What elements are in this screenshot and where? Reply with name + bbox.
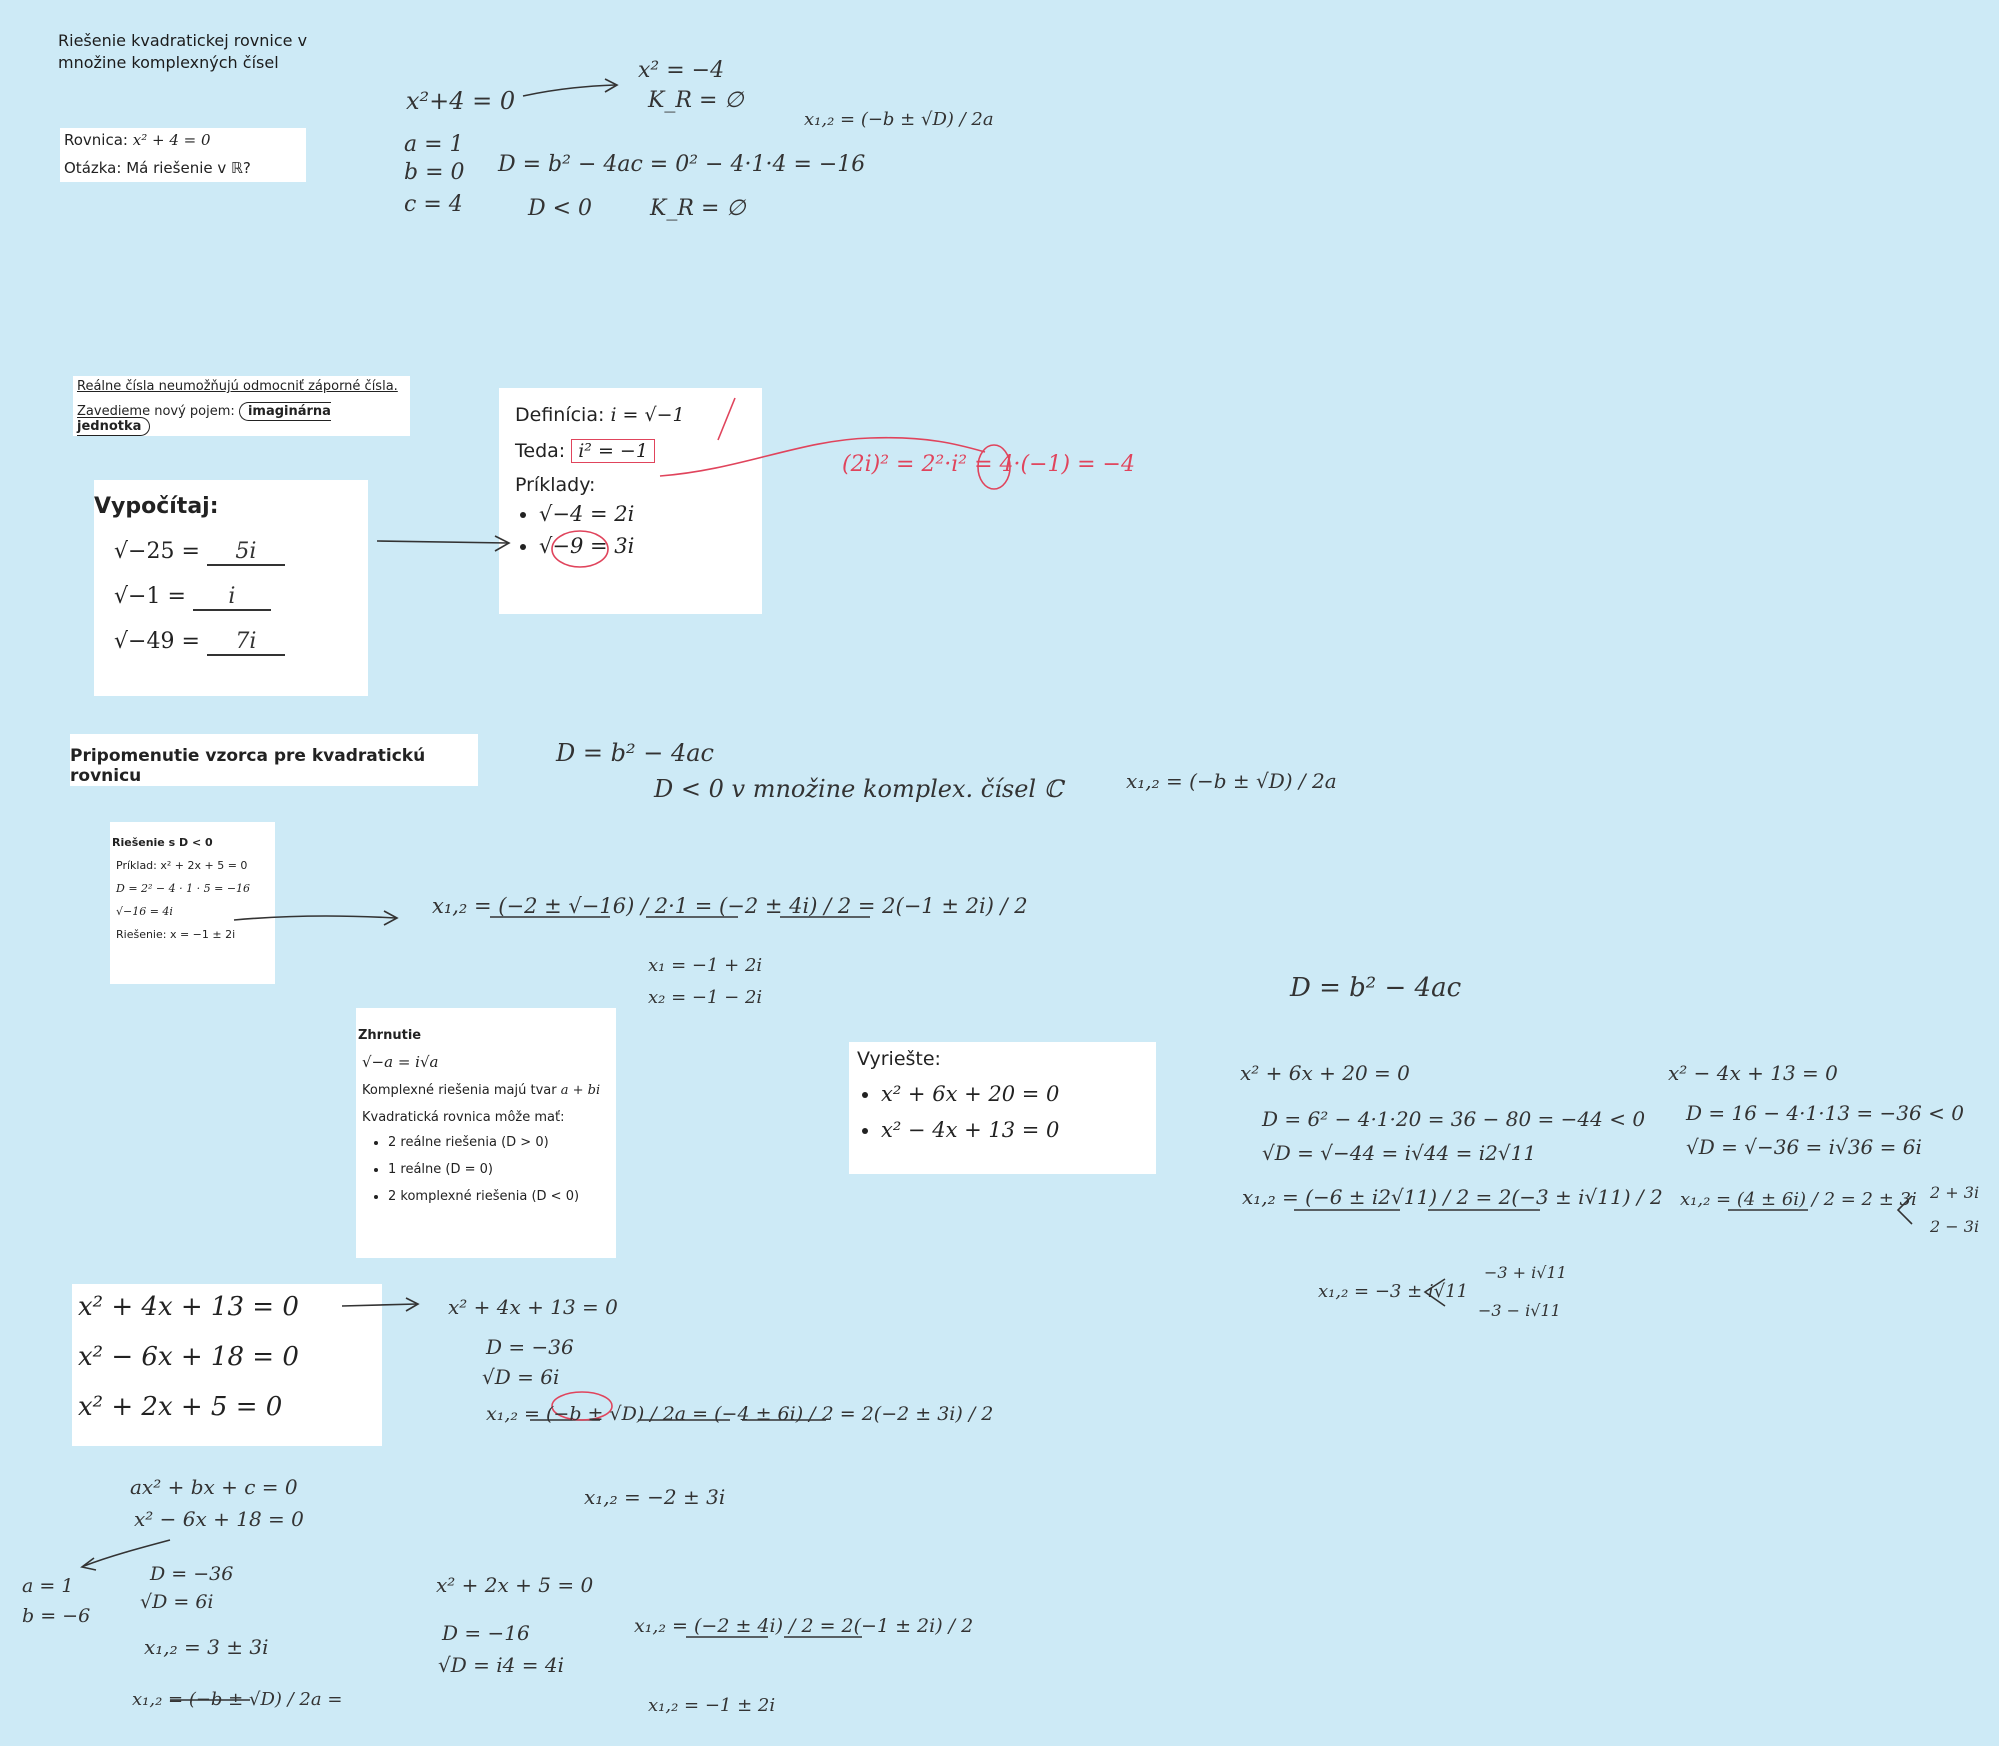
arrow-icon bbox=[523, 85, 615, 96]
hw-solution-set: K_R = ∅ bbox=[650, 196, 746, 221]
list-item: • 2 reálne riešenia (D > 0) bbox=[388, 1135, 616, 1150]
hw-coef: b = −6 bbox=[22, 1605, 91, 1627]
hw-discriminant: D = b² − 4ac = 0² − 4·1·4 = −16 bbox=[498, 152, 866, 177]
arrow-icon bbox=[82, 1558, 96, 1570]
hw-discriminant: D = b² − 4ac bbox=[556, 739, 714, 767]
riesenie-line: √−16 = 4i bbox=[116, 905, 173, 918]
zhrnutie-title: Zhrnutie bbox=[358, 1028, 422, 1043]
vypocitaj-row bbox=[114, 629, 368, 656]
uloha-equation: x² − 6x + 18 = 0 bbox=[78, 1342, 299, 1372]
vypocitaj-expr: √−1 = bbox=[114, 584, 186, 609]
hw-discriminant: D = 16 − 4·1·13 = −36 < 0 bbox=[1686, 1101, 1964, 1125]
rovnica-equation: x² + 4 = 0 bbox=[132, 131, 211, 149]
hw-equation: x²+4 = 0 bbox=[406, 87, 516, 115]
hw-solution: x₁,₂ = (−b ± √D) / 2a = (−4 ± 6i) / 2 = 2(−2 ± 3i) / 2 bbox=[486, 1403, 994, 1425]
definicia-label: Definícia: bbox=[515, 404, 605, 426]
arrow-icon bbox=[384, 911, 397, 925]
hw-equation: x² + 6x + 20 = 0 bbox=[1240, 1061, 1410, 1085]
hw-equation: x² = −4 bbox=[638, 58, 725, 83]
vyrieste-list bbox=[857, 1082, 1148, 1142]
hw-equation: x² − 4x + 13 = 0 bbox=[1668, 1061, 1838, 1085]
riesenie-line: Príklad: x² + 2x + 5 = 0 bbox=[116, 859, 248, 872]
realne-line2-prefix: Zavedieme nový pojem: bbox=[77, 404, 235, 419]
card-vypocitaj[interactable] bbox=[94, 480, 368, 696]
hw-discriminant: D = −16 bbox=[442, 1621, 530, 1645]
teda-line bbox=[515, 440, 746, 462]
zhrnutie-line2-prefix: Komplexné riešenia majú tvar bbox=[362, 1083, 557, 1098]
hw-equation: x² + 4x + 13 = 0 bbox=[448, 1295, 618, 1319]
arrow-icon bbox=[377, 541, 508, 543]
card-zhrnutie[interactable] bbox=[356, 1008, 616, 1258]
hw-root-d: √D = √−36 = i√36 = 6i bbox=[1686, 1135, 1922, 1159]
zhrnutie-form: a + bi bbox=[560, 1083, 601, 1098]
hw-root: x₂ = −1 − 2i bbox=[648, 987, 763, 1008]
uloha-equation: x² + 2x + 5 = 0 bbox=[78, 1392, 283, 1422]
hw-equation: x² + 2x + 5 = 0 bbox=[436, 1573, 594, 1597]
realne-line1: Reálne čísla neumožňujú odmocniť záporné čísla. bbox=[77, 379, 398, 394]
hw-coef: a = 1 bbox=[22, 1575, 74, 1597]
priklady-label: Príklady: bbox=[515, 474, 596, 496]
zhrnutie-line1: √−a = i√a bbox=[362, 1053, 439, 1071]
list-item: • x² − 4x + 13 = 0 bbox=[881, 1118, 1148, 1142]
priklady-list bbox=[515, 502, 746, 558]
hw-solution: x₁,₂ = −2 ± 3i bbox=[584, 1485, 726, 1509]
card-riesenie[interactable] bbox=[110, 822, 275, 984]
hw-equation: x² − 6x + 18 = 0 bbox=[134, 1507, 304, 1531]
hw-root: −3 − i√11 bbox=[1478, 1301, 1561, 1320]
definicia-eq: i = √−1 bbox=[610, 404, 685, 426]
list-item: • √−4 = 2i bbox=[539, 502, 746, 526]
page-title: Riešenie kvadratickej rovnice v množine komplexných čísel bbox=[58, 31, 308, 72]
hw-general-form: ax² + bx + c = 0 bbox=[130, 1475, 298, 1499]
hw-solution: x₁,₂ = 3 ± 3i bbox=[144, 1635, 269, 1659]
hw-root-d: √D = 6i bbox=[140, 1591, 214, 1613]
hw-formula: x₁,₂ = (−b ± √D) / 2a = bbox=[132, 1689, 343, 1710]
hw-solution: x₁,₂ = (−2 ± √−16) / 2·1 = (−2 ± 4i) / 2 = 2(−1 ± 2i) / 2 bbox=[432, 894, 1028, 918]
vypocitaj-answer: 7i bbox=[207, 629, 285, 656]
hw-root: −3 + i√11 bbox=[1484, 1263, 1567, 1282]
list-item: • √−9 = 3i bbox=[539, 534, 746, 558]
hw-discriminant: D = b² − 4ac bbox=[1290, 973, 1462, 1003]
hw-solution: x₁,₂ = (−2 ± 4i) / 2 = 2(−1 ± 2i) / 2 bbox=[634, 1615, 974, 1637]
hw-equation: K_R = ∅ bbox=[648, 88, 744, 113]
card-ulohy[interactable] bbox=[72, 1284, 382, 1446]
riesenie-line: Riešenie: x = −1 ± 2i bbox=[116, 928, 236, 941]
rovnica-line bbox=[64, 131, 302, 149]
card-vyrieste[interactable] bbox=[849, 1042, 1156, 1174]
list-item: • 2 komplexné riešenia (D < 0) bbox=[388, 1189, 616, 1204]
rovnica-label: Rovnica: bbox=[64, 131, 128, 149]
zhrnutie-list bbox=[362, 1135, 616, 1204]
realne-line2 bbox=[77, 404, 406, 434]
hw-root: 2 + 3i bbox=[1930, 1183, 1980, 1202]
hw-red-calculation: (2i)² = 2²·i² = 4·(−1) = −4 bbox=[842, 452, 1135, 477]
hw-coef: b = 0 bbox=[404, 160, 465, 185]
arrow-icon bbox=[406, 1298, 418, 1311]
riesenie-line: D = 2² − 4 · 1 · 5 = −16 bbox=[116, 882, 251, 895]
hw-solution: x₁,₂ = −1 ± 2i bbox=[648, 1695, 776, 1716]
hw-root: 2 − 3i bbox=[1930, 1217, 1980, 1236]
zhrnutie-line2 bbox=[362, 1083, 616, 1098]
vypocitaj-row bbox=[114, 584, 368, 611]
vypocitaj-answer: 5i bbox=[207, 539, 285, 566]
hw-root-d: √D = 6i bbox=[482, 1365, 560, 1389]
hw-root-d: √D = i4 = 4i bbox=[438, 1653, 564, 1677]
hw-root: x₁ = −1 + 2i bbox=[648, 955, 763, 976]
uloha-equation: x² + 4x + 13 = 0 bbox=[78, 1292, 299, 1322]
list-item: • 1 reálne (D = 0) bbox=[388, 1162, 616, 1177]
hw-discriminant: D = −36 bbox=[150, 1563, 234, 1585]
otazka-line: Otázka: Má riešenie v ℝ? bbox=[64, 159, 251, 177]
teda-label: Teda: bbox=[515, 440, 566, 462]
definicia-line bbox=[515, 404, 746, 426]
card-definicia[interactable] bbox=[499, 388, 762, 614]
list-item: • x² + 6x + 20 = 0 bbox=[881, 1082, 1148, 1106]
hw-discriminant: D = −36 bbox=[486, 1335, 574, 1359]
card-realne-cisla[interactable] bbox=[73, 376, 410, 436]
hw-coef: c = 4 bbox=[404, 192, 463, 217]
vypocitaj-expr: √−49 = bbox=[114, 629, 200, 654]
hw-solution: x₁,₂ = −3 ± i√11 bbox=[1318, 1281, 1469, 1302]
hw-formula: x₁,₂ = (−b ± √D) / 2a bbox=[1126, 769, 1337, 793]
zhrnutie-line3: Kvadratická rovnica môže mať: bbox=[362, 1110, 565, 1125]
vypocitaj-answer: i bbox=[193, 584, 271, 611]
pripomenutie-title: Pripomenutie vzorca pre kvadratickú rovnicu bbox=[70, 746, 426, 786]
imaginarna-jednotka-term: imaginárna jednotka bbox=[77, 404, 331, 434]
vypocitaj-row bbox=[114, 539, 368, 566]
hw-note: D < 0 v množine komplex. čísel ℂ bbox=[654, 775, 1063, 803]
hw-discriminant: D = 6² − 4·1·20 = 36 − 80 = −44 < 0 bbox=[1262, 1107, 1646, 1131]
hw-discriminant: D < 0 bbox=[528, 196, 593, 221]
vypocitaj-title: Vypočítaj: bbox=[94, 494, 219, 519]
hw-formula: x₁,₂ = (−b ± √D) / 2a bbox=[804, 109, 994, 130]
hw-root-d: √D = √−44 = i√44 = i2√11 bbox=[1262, 1141, 1537, 1165]
hw-coef: a = 1 bbox=[404, 132, 464, 157]
teda-eq: i² = −1 bbox=[571, 439, 655, 463]
hw-solution: x₁,₂ = (−6 ± i2√11) / 2 = 2(−3 ± i√11) / 2 bbox=[1242, 1185, 1663, 1209]
card-rovnica[interactable] bbox=[60, 128, 306, 182]
card-pripomenutie[interactable] bbox=[70, 734, 478, 786]
vyrieste-title: Vyriešte: bbox=[857, 1048, 941, 1070]
riesenie-title: Riešenie s D < 0 bbox=[112, 836, 213, 849]
hw-solution: x₁,₂ = (4 ± 6i) / 2 = 2 ± 3i bbox=[1680, 1189, 1917, 1210]
arrow-icon bbox=[605, 79, 617, 92]
vypocitaj-expr: √−25 = bbox=[114, 539, 200, 564]
